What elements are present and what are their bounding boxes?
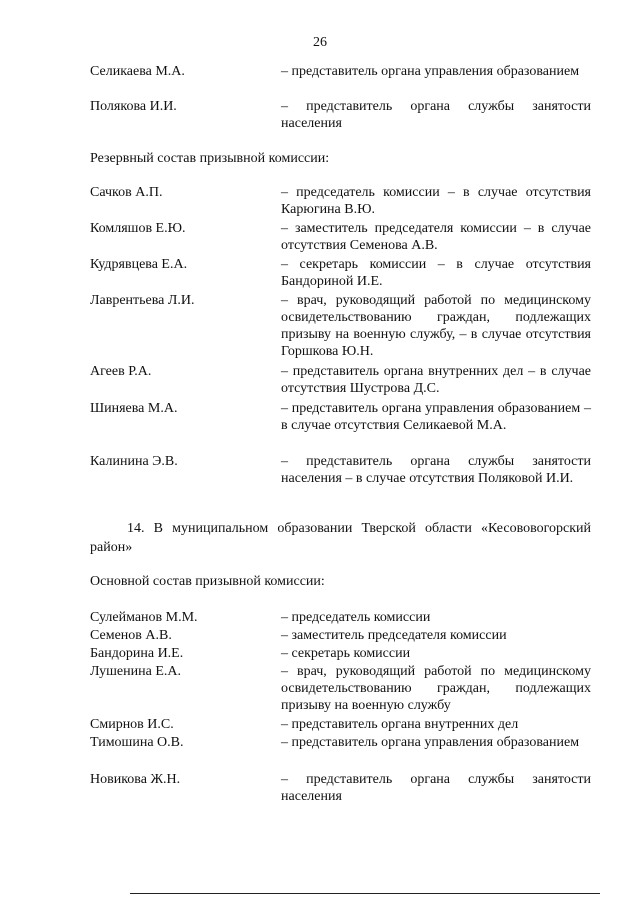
member-role: – представитель органа службы занятости населения <box>281 99 591 131</box>
member-name: Калинина Э.В. <box>90 454 178 469</box>
member-role: – представитель органа внутренних дел <box>281 717 519 732</box>
member-role: – врач, руководящий работой по медицинскому освидетельствованию граждан, подлежащих призыву на военную службу, – в случае отсутствия Горшкова Ю.Н. <box>281 293 591 359</box>
member-role: – секретарь комиссии – в случае отсутствия Бандориной И.Е. <box>281 257 591 289</box>
member-role: – председатель комиссии <box>281 610 431 625</box>
member-role: – заместитель председателя комиссии <box>281 628 507 643</box>
member-name: Селикаева М.А. <box>90 64 185 79</box>
member-name: Агеев Р.А. <box>90 364 152 379</box>
member-name: Бандорина И.Е. <box>90 646 184 661</box>
member-role: – представитель органа управления образованием – в случае отсутствия Селикаевой М.А. <box>281 401 591 433</box>
section-14-paragraph: 14. В муниципальном образовании Тверской области «Кесововогорский район» <box>90 521 591 555</box>
member-role: – представитель органа службы занятости населения <box>281 772 591 804</box>
member-name: Кудрявцева Е.А. <box>90 257 188 272</box>
member-role: – председатель комиссии – в случае отсутствия Карюгина В.Ю. <box>281 185 591 217</box>
page-number: 26 <box>313 35 327 50</box>
member-role: – представитель органа управления образованием <box>281 64 580 79</box>
member-role: – врач, руководящий работой по медицинскому освидетельствованию граждан, подлежащих призыву на военную службу <box>281 664 591 713</box>
footer-rule <box>130 893 600 894</box>
member-role: – секретарь комиссии <box>281 646 411 661</box>
member-name: Полякова И.И. <box>90 99 177 114</box>
member-role: – представитель органа управления образованием <box>281 735 580 750</box>
member-name: Тимошина О.В. <box>90 735 184 750</box>
member-name: Комляшов Е.Ю. <box>90 221 186 236</box>
member-name: Сачков А.П. <box>90 185 163 200</box>
member-name: Сулейманов М.М. <box>90 610 198 625</box>
member-role: – представитель органа службы занятости населения – в случае отсутствия Поляковой И.И. <box>281 454 591 486</box>
member-name: Лушенина Е.А. <box>90 664 181 679</box>
member-role: – представитель органа внутренних дел – в случае отсутствия Шустрова Д.С. <box>281 364 591 396</box>
member-name: Шиняева М.А. <box>90 401 178 416</box>
member-role: – заместитель председателя комиссии – в случае отсутствия Семенова А.В. <box>281 221 591 253</box>
reserve-heading: Резервный состав призывной комиссии: <box>90 151 330 166</box>
member-name: Семенов А.В. <box>90 628 172 643</box>
member-name: Смирнов И.С. <box>90 717 174 732</box>
main-heading: Основной состав призывной комиссии: <box>90 574 325 589</box>
member-name: Новикова Ж.Н. <box>90 772 181 787</box>
member-name: Лаврентьева Л.И. <box>90 293 195 308</box>
